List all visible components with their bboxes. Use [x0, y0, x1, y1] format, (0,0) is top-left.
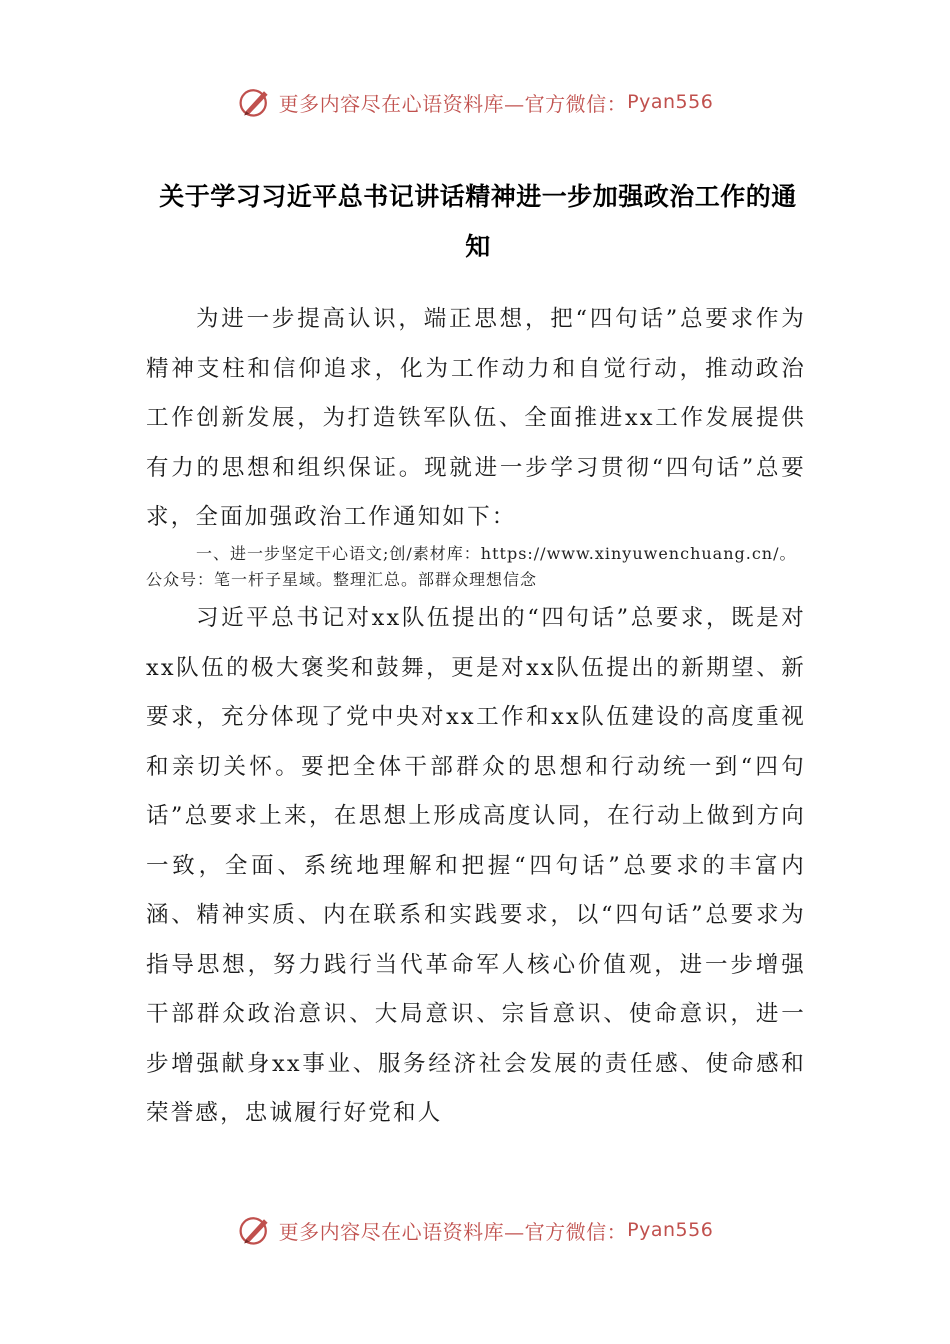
watermark-text: 更多内容尽在心语资料库—官方微信：	[278, 91, 628, 116]
watermark-text: 更多内容尽在心语资料库—官方微信：	[278, 1219, 628, 1244]
paragraph-intro: 为进一步提高认识，端正思想，把“四句话”总要求作为精神支柱和信仰追求，化为工作动力和自觉行动，推动政治工作创新发展，为打造铁军队伍、全面推进xx工作发展提供有力的思想和组织保证。现就进一步学习贯彻“四句话”总要求，全面加强政治工作通知如下：	[146, 306, 806, 530]
watermark-header	[0, 84, 950, 120]
document-title: 关于学习习近平总书记讲话精神进一步加强政治工作的通知	[159, 182, 797, 261]
paragraph-body: 习近平总书记对xx队伍提出的“四句话”总要求，既是对xx队伍的极大褒奖和鼓舞，更是对xx队伍提出的新期望、新要求，充分体现了党中央对xx工作和xx队伍建设的高度重视和亲切关怀。要把全体干部群众的思想和行动统一到“四句话”总要求上来，在思想上形成高度认同，在行动上做到方向一致，全面、系统地理解和把握“四句话”总要求的丰富内涵、精神实质、内在联系和实践要求，以“四句话”总要求为指导思想，努力践行当代革命军人核心价值观，进一步增强干部群众政治意识、大局意识、宗旨意识、使命意识，进一步增强献身xx事业、服务经济社会发展的责任感、使命感和荣誉感，忠诚履行好党和人	[146, 605, 806, 1126]
pen-logo-icon	[237, 84, 273, 120]
watermark-handle: Pyan556	[627, 91, 714, 113]
watermark-handle: Pyan556	[627, 1219, 714, 1241]
pen-logo-icon	[237, 1212, 273, 1248]
watermark-footer	[0, 1212, 950, 1248]
section-heading-note: 一、进一步坚定干心语文;创/素材库：https://www.xinyuwenchuang.cn/。公众号：笔一杆子星域。整理汇总。部群众理想信念	[146, 544, 797, 589]
